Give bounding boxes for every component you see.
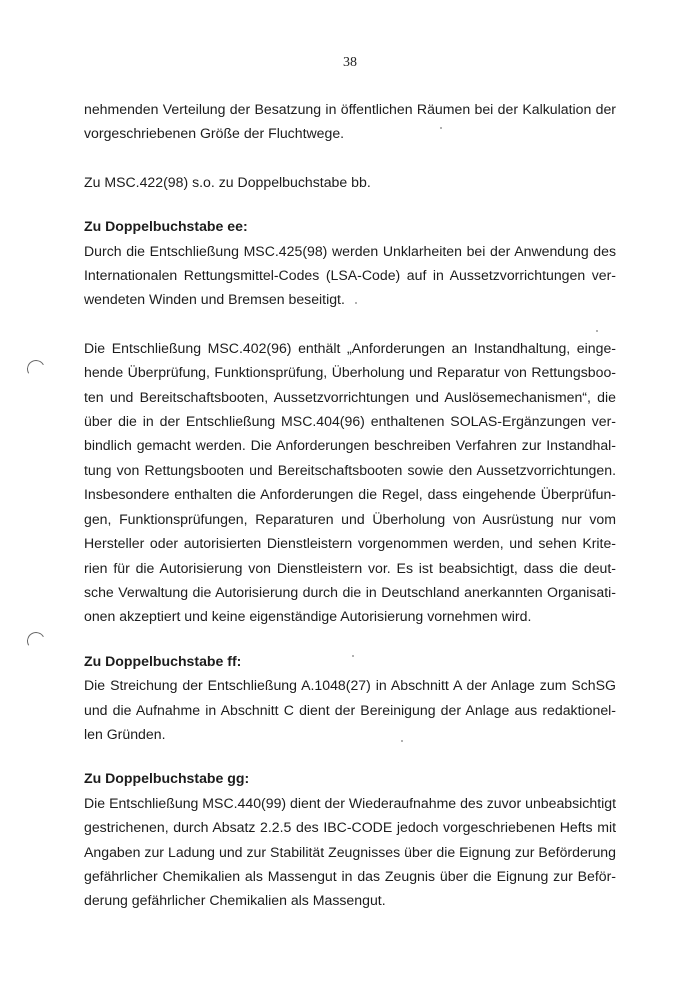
text-line: Internationalen Rettungsmittel-Codes (LSA-Code) auf in Aussetzvorrichtungen ver- xyxy=(84,267,616,284)
heading-doppelbuchstabe-ff: Zu Doppelbuchstabe ff: xyxy=(84,652,242,669)
page-number: 38 xyxy=(343,55,357,70)
document-body xyxy=(84,97,616,913)
text-line: Angaben zur Ladung und zur Stabilität Zeugnisses über die Eignung zur Beförderung xyxy=(84,843,616,860)
punch-hole-mark-upper xyxy=(25,358,47,380)
text-line: onen akzeptiert und keine eigenständige Autorisierung vornehmen wird. xyxy=(84,608,532,625)
text-line: ten und Bereitschaftsbooten, Aussetzvorrichtungen und Auslösemechanismen“, die xyxy=(84,388,616,405)
text-line: gestrichenen, durch Absatz 2.2.5 des IBC-CODE jedoch vorgeschriebenen Hefts mit xyxy=(84,819,616,836)
text-line: bindlich gemacht werden. Die Anforderungen beschreiben Verfahren zur Instandhal- xyxy=(84,437,616,454)
paragraph-msc422 xyxy=(84,170,616,194)
text-line: Hersteller oder autorisierten Dienstleistern vorgenommen werden, und sehen Krite- xyxy=(84,535,616,552)
paragraph-ee-2 xyxy=(84,336,616,629)
text-line: und die Aufnahme in Abschnitt C dient der Bereinigung der Anlage aus redaktionel- xyxy=(84,701,616,718)
text-line: vorgeschriebenen Größe der Fluchtwege. xyxy=(84,125,345,142)
text-line: hende Überprüfung, Funktionsprüfung, Überholung und Reparatur von Rettungsboo- xyxy=(84,364,616,381)
paragraph-ee-1 xyxy=(84,239,616,312)
paragraph-gg xyxy=(84,791,616,913)
text-line: über die in der Entschließung MSC.404(96) enthaltenen SOLAS-Ergänzungen ver- xyxy=(84,413,616,430)
text-line: derung gefährlicher Chemikalien als Massengut. xyxy=(84,892,386,909)
text-line: gen, Funktionsprüfungen, Reparaturen und Überholung von Ausrüstung nur vom xyxy=(84,510,616,527)
punch-hole-mark-lower xyxy=(25,630,47,652)
text-line: Die Entschließung MSC.402(96) enthält „Anforderungen an Instandhaltung, einge- xyxy=(84,339,616,356)
text-line: nehmenden Verteilung der Besatzung in öffentlichen Räumen bei der Kalkulation der xyxy=(84,101,616,117)
paragraph-ff xyxy=(84,673,616,746)
text-line: Insbesondere enthalten die Anforderungen die Regel, dass eingehende Überprüfun- xyxy=(84,486,616,503)
text-line: sche Verwaltung die Autorisierung durch die in Deutschland anerkannten Organisati- xyxy=(84,583,616,600)
heading-doppelbuchstabe-ee: Zu Doppelbuchstabe ee: xyxy=(84,218,248,235)
text-line: gefährlicher Chemikalien als Massengut in das Zeugnis über die Eignung zur Beför- xyxy=(84,867,616,884)
text-line: Die Streichung der Entschließung A.1048(27) in Abschnitt A der Anlage zum SchSG xyxy=(84,677,616,694)
text-line: Durch die Entschließung MSC.425(98) werden Unklarheiten bei der Anwendung des xyxy=(84,242,616,259)
text-line: len Gründen. xyxy=(84,725,166,742)
text-line: wendeten Winden und Bremsen beseitigt. xyxy=(84,291,345,308)
text-line: rien für die Autorisierung von Dienstleistern vor. Es ist beabsichtigt, dass die deut- xyxy=(84,559,616,576)
text-line: Zu MSC.422(98) s.o. zu Doppelbuchstabe bb. xyxy=(84,173,371,190)
heading-doppelbuchstabe-gg: Zu Doppelbuchstabe gg: xyxy=(84,770,250,787)
text-line: Die Entschließung MSC.440(99) dient der Wiederaufnahme des zuvor unbeabsichtigt xyxy=(84,794,616,811)
paragraph-intro xyxy=(84,97,616,146)
text-line: tung von Rettungsbooten und Bereitschaftsbooten sowie den Aussetzvorrichtungen. xyxy=(84,461,616,478)
